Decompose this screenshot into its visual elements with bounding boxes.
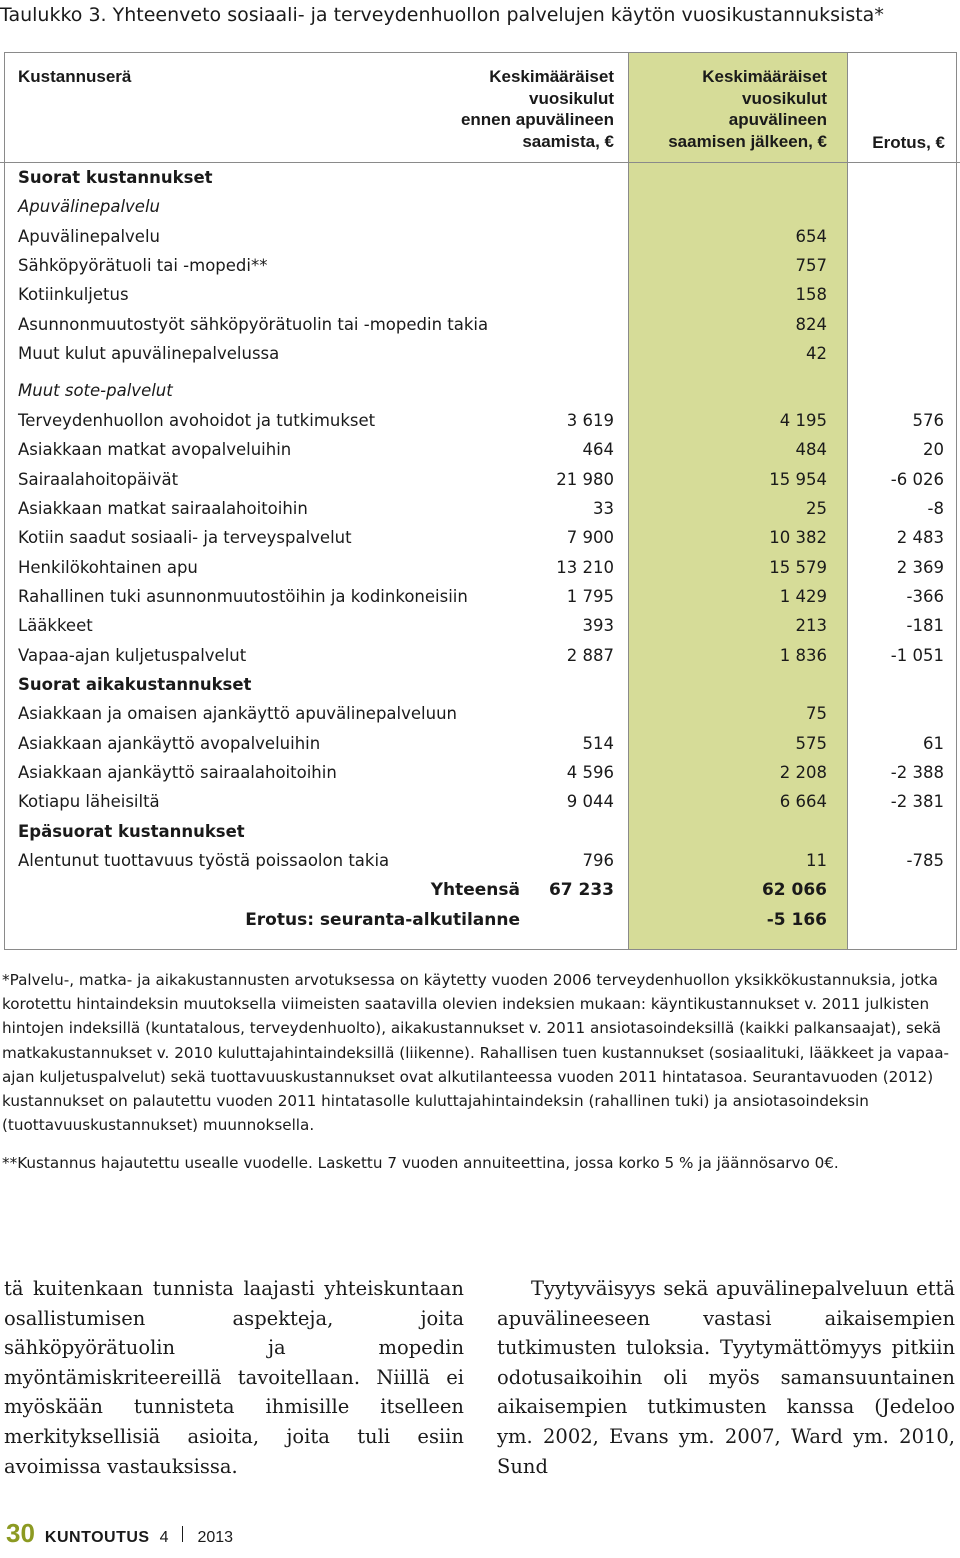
table-section-row [0,192,960,221]
body-text-left: tä kuitenkaan tunnista laajasti yhteiskuntaan osallistumisen aspekteja, joita sähköpyörätuolin ja mopedin myöntämiskriteereillä tavoitellaan. Niillä ei myöskään tunnisteta ihmisille itselleen merkityksellisiä asioita, joita tuli esiin avoimissa vastauksissa. [4,1277,464,1478]
issue-year: 2013 [197,1529,234,1546]
cell-label: Terveydenhuollon avohoidot ja tutkimukset [18,410,376,430]
table-row [0,310,960,339]
cell-before: 3 619 [566,410,614,430]
cell-label: Muut kulut apuvälinepalvelussa [18,344,280,364]
cell-label: Suorat kustannukset [18,168,213,187]
cell-label: Henkilökohtainen apu [18,557,198,577]
table-section-row [0,817,960,846]
table-row [0,641,960,670]
cell-after: 213 [795,616,827,636]
cell-diff: -2 381 [890,792,944,812]
cell-before: 796 [582,851,614,871]
cell-diff: -8 [927,498,944,518]
cell-label: Asiakkaan ja omaisen ajankäyttö apuvälinepalveluun [18,704,457,724]
cell-after: 757 [795,256,827,276]
table-section-row [0,376,960,405]
total-label: Yhteensä [430,880,520,900]
cell-label: Alentunut tuottavuus työstä poissaolon takia [18,851,390,871]
cell-diff: -181 [906,616,944,636]
cell-after: 158 [795,285,827,305]
table-row [0,758,960,787]
cell-before: 1 795 [566,586,614,606]
cell-label: Sairaalahoitopäivät [18,469,179,489]
cell-diff: 576 [912,410,944,430]
table-caption: Taulukko 3. Yhteenveto sosiaali- ja terveydenhuollon palvelujen käytön vuosikustannuksista* [0,4,884,26]
cell-label: Kotiapu läheisiltä [18,792,160,812]
cell-after: 575 [795,733,827,753]
table-row [0,494,960,523]
cell-label: Vapaa-ajan kuljetuspalvelut [18,645,247,665]
cell-before: 514 [582,733,614,753]
cell-label: Muut sote-palvelut [18,381,173,401]
cell-label: Sähköpyörätuoli tai -mopedi** [18,256,268,276]
table-row [0,553,960,582]
cell-label: Rahallinen tuki asunnonmuutostöihin ja kodinkoneisiin [18,586,468,606]
cell-before: 2 887 [566,645,614,665]
cell-before: 4 596 [566,763,614,782]
cell-diff: 2 369 [896,557,944,577]
cell-after: 75 [806,704,827,724]
page-footer [6,1518,233,1558]
magazine-name: KUNTOUTUS [44,1529,150,1546]
footnote-1: *Palvelu-, matka- ja aikakustannusten arvotuksessa on käytetty vuoden 2006 terveydenhuollon yksikkökustannuksia, jotka korotettu hintaindeksin muutoksella viimeisten saatavilla olevien indeksien mukaan: käyntikustannukset v. 2011 julkisten hintojen indeksillä (kuntatalous, terveydenhuolto), aikakustannukset v. 2011 ansiotasoindeksillä (kaikki palkansaajat), sekä matkakustannukset v. 2010 kuluttajahintaindeksillä (liikenne). Rahallisen tuen kustannukset (sosiaalituki, lääkkeet ja vapaa-ajan kuljetuspalvelut) sekä tuottavuuskustannukset ovat alkutilanteessa vuoden 2011 hintatasoa. Seurantavuoden (2012) kustannukset on palautettu vuoden 2011 hintatasolle kuluttajahintaindeksin (rahallinen tuki) ja ansiotasoindeksin (tuottavuuskustannukset) muunnoksella. [2,971,949,1135]
cell-label: Apuvälinepalvelu [18,226,160,246]
table-row [0,582,960,611]
table-notes [2,968,952,1176]
cell-after: 6 664 [779,792,827,812]
cell-after: 484 [795,440,827,460]
difference-after: -5 166 [766,910,827,930]
table-row [0,280,960,309]
cell-label: Asiakkaan ajankäyttö sairaalahoitoihin [18,763,337,782]
table-row [0,787,960,816]
table-row [0,523,960,552]
cell-label: Lääkkeet [18,616,93,636]
total-before: 67 233 [548,880,614,900]
cell-diff: -6 026 [890,469,944,489]
total-after: 62 066 [761,880,827,900]
cell-before: 13 210 [556,557,614,577]
cell-label: Kotiin saadut sosiaali- ja terveyspalvelut [18,528,352,548]
cell-label: Asiakkaan ajankäyttö avopalveluihin [18,733,321,753]
cell-label: Asiakkaan matkat sairaalahoitoihin [18,498,308,518]
cell-after: 824 [795,314,827,334]
table-row [0,251,960,280]
header-cost-item: Kustannuserä [18,67,132,86]
table-row [0,435,960,464]
cell-after: 15 954 [769,469,827,489]
cell-after: 654 [795,226,827,246]
cell-after: 2 208 [779,763,827,782]
table-section-row [0,163,960,192]
cell-before: 7 900 [566,528,614,548]
cell-after: 4 195 [779,410,827,430]
cell-before: 33 [593,498,614,518]
table-row [0,611,960,640]
table-row [0,846,960,875]
cell-diff: 20 [923,440,944,460]
cell-after: 42 [806,344,827,364]
page-number: 30 [6,1518,35,1548]
cell-label: Epäsuorat kustannukset [18,821,245,841]
cell-diff: -366 [906,586,944,606]
cell-after: 1 836 [779,645,827,665]
cell-before: 393 [582,616,614,636]
table-row [0,339,960,368]
cell-after: 15 579 [769,557,827,577]
cell-label: Kotiinkuljetus [18,285,129,305]
cell-after: 25 [806,498,827,518]
difference-label: Erotus: seuranta-alkutilanne [245,910,520,930]
cell-after: 11 [806,851,827,871]
cell-label: Suorat aikakustannukset [18,674,252,694]
cell-before: 21 980 [556,469,614,489]
cell-diff: 2 483 [896,528,944,548]
header-after: Keskimääräiset vuosikulut apuvälineen saamisen jälkeen, € [668,67,827,151]
cell-diff: -1 051 [890,645,944,665]
cell-diff: 61 [923,733,944,753]
footnote-2: **Kustannus hajautettu usealle vuodelle. Laskettu 7 vuoden annuiteettina, jossa korko 5 % ja jäännösarvo 0€. [2,1154,839,1173]
table-row [0,699,960,728]
cell-before: 464 [582,440,614,460]
table-row [0,729,960,758]
cell-before: 9 044 [566,792,614,812]
cell-label: Asiakkaan matkat avopalveluihin [18,440,292,460]
footer-separator [182,1526,183,1542]
header-before: Keskimääräiset vuosikulut ennen apuvälineen saamista, € [460,67,614,151]
table-row [0,222,960,251]
table-section-row [0,670,960,699]
cell-after: 1 429 [779,586,827,606]
body-text-right-content: Tyytyväisyys sekä apuvälinepalveluun että apuvälineeseen vastasi aikaisempien tutkimusten tuloksia. Tyytymättömyys pitkiin odotusaikoihin oli myös samansuuntainen aikaisempien tutkimusten kanssa (Jedeloo ym. 2002, Evans ym. 2007, Ward ym. 2010, Sund [497,1277,955,1478]
table-row [0,406,960,435]
body-text-right [497,1274,955,1481]
cell-after: 10 382 [769,528,827,548]
cell-label: Asunnonmuutostyöt sähköpyörätuolin tai -mopedin takia [18,314,489,334]
table-row [0,465,960,494]
header-difference: Erotus, € [872,133,945,152]
cell-diff: -785 [906,851,944,871]
issue-number: 4 [159,1529,169,1546]
cell-label: Apuvälinepalvelu [18,197,160,217]
cell-diff: -2 388 [890,763,944,782]
